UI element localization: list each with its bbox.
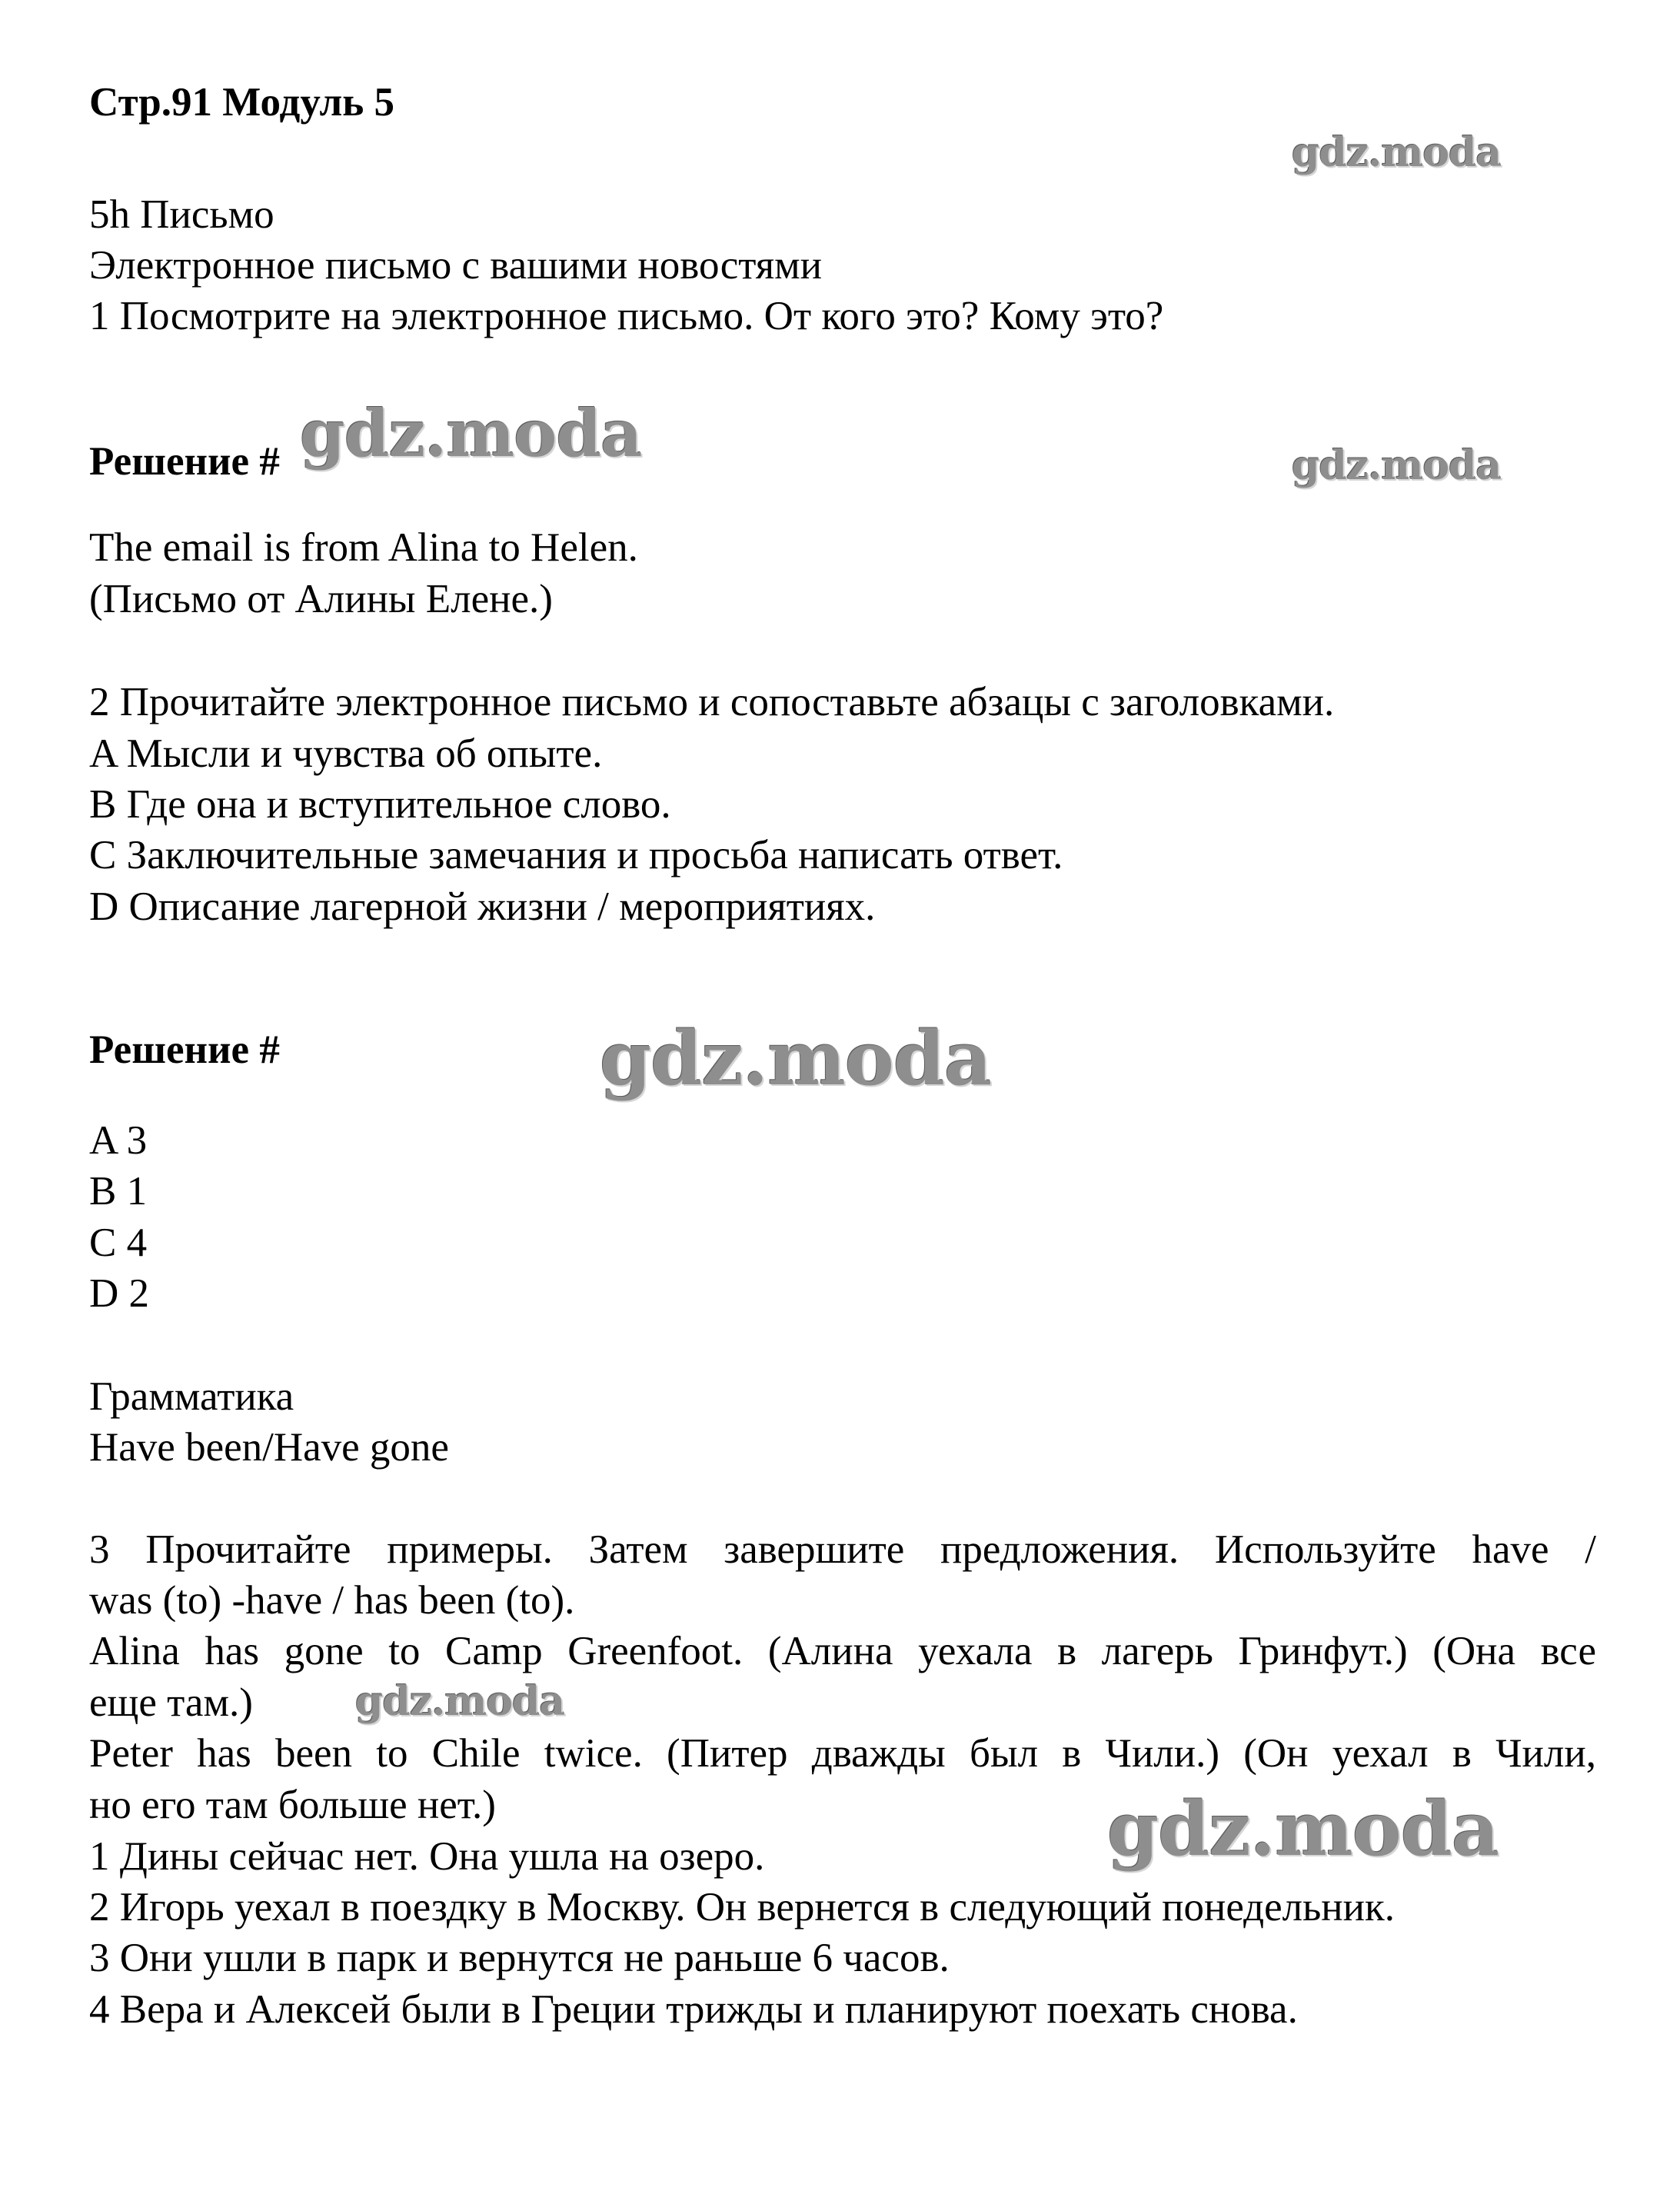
solution-2-answer-c: C 4 <box>89 1220 148 1265</box>
solution-1-answer-en: The email is from Alina to Helen. <box>89 525 638 570</box>
solution-2-answer-a: A 3 <box>89 1118 148 1163</box>
solution-2-answer-b: B 1 <box>89 1169 148 1214</box>
solution-2-label: Решение # <box>89 1027 280 1072</box>
section-title: 5h Письмо <box>89 192 274 237</box>
task-2-option-d: D Описание лагерной жизни / мероприятиях. <box>89 884 876 929</box>
solution-2-answer-d: D 2 <box>89 1271 150 1316</box>
task-2-prompt: 2 Прочитайте электронное письмо и сопоставьте абзацы с заголовками. <box>89 680 1335 724</box>
task-3-item-2: 2 Игорь уехал в поездку в Москву. Он вернется в следующий понедельник. <box>89 1885 1395 1930</box>
task-3-prompt-line-2: was (to) -have / has been (to). <box>89 1578 575 1623</box>
task-3-example-2-line-1: Peter has been to Chile twice. (Питер дважды был в Чили.) (Он уехал в Чили, <box>89 1731 1596 1776</box>
task-3-item-4: 4 Вера и Алексей были в Греции трижды и планируют поехать снова. <box>89 1987 1298 2032</box>
watermark-solution-1: gdz.moda <box>300 395 642 471</box>
solution-1-label: Решение # <box>89 439 280 484</box>
task-3-example-1-line-1: Alina has gone to Camp Greenfoot. (Алина уехала в лагерь Гринфут.) (Она все <box>89 1629 1596 1673</box>
task-2-option-c: C Заключительные замечания и просьба написать ответ. <box>89 833 1063 877</box>
page-title: Стр.91 Модуль 5 <box>89 80 395 125</box>
task-2-option-b: B Где она и вступительное слово. <box>89 782 671 827</box>
task-3-item-1: 1 Дины сейчас нет. Она ушла на озеро. <box>89 1834 765 1879</box>
grammar-topic: Have been/Have gone <box>89 1425 449 1470</box>
solution-1-answer-ru: (Письмо от Алины Елене.) <box>89 577 553 621</box>
task-2-option-a: A Мысли и чувства об опыте. <box>89 731 603 776</box>
task-1-prompt: 1 Посмотрите на электронное письмо. От кого это? Кому это? <box>89 294 1164 338</box>
section-subtitle: Электронное письмо с вашими новостями <box>89 243 823 288</box>
watermark-top-right: gdz.moda <box>1292 129 1502 176</box>
task-3-example-2-line-2: но его там больше нет.) <box>89 1783 496 1827</box>
task-3-item-3: 3 Они ушли в парк и вернутся не раньше 6 часов. <box>89 1936 950 1980</box>
watermark-center: gdz.moda <box>600 1015 992 1102</box>
task-3-example-1-line-2: еще там.) <box>89 1680 253 1725</box>
watermark-right-2: gdz.moda <box>1292 442 1502 489</box>
grammar-heading: Грамматика <box>89 1374 294 1419</box>
watermark-bottom-right: gdz.moda <box>1107 1786 1499 1873</box>
watermark-inline: gdz.moda <box>355 1678 565 1725</box>
task-3-prompt-line-1: 3 Прочитайте примеры. Затем завершите предложения. Используйте have / <box>89 1527 1596 1572</box>
